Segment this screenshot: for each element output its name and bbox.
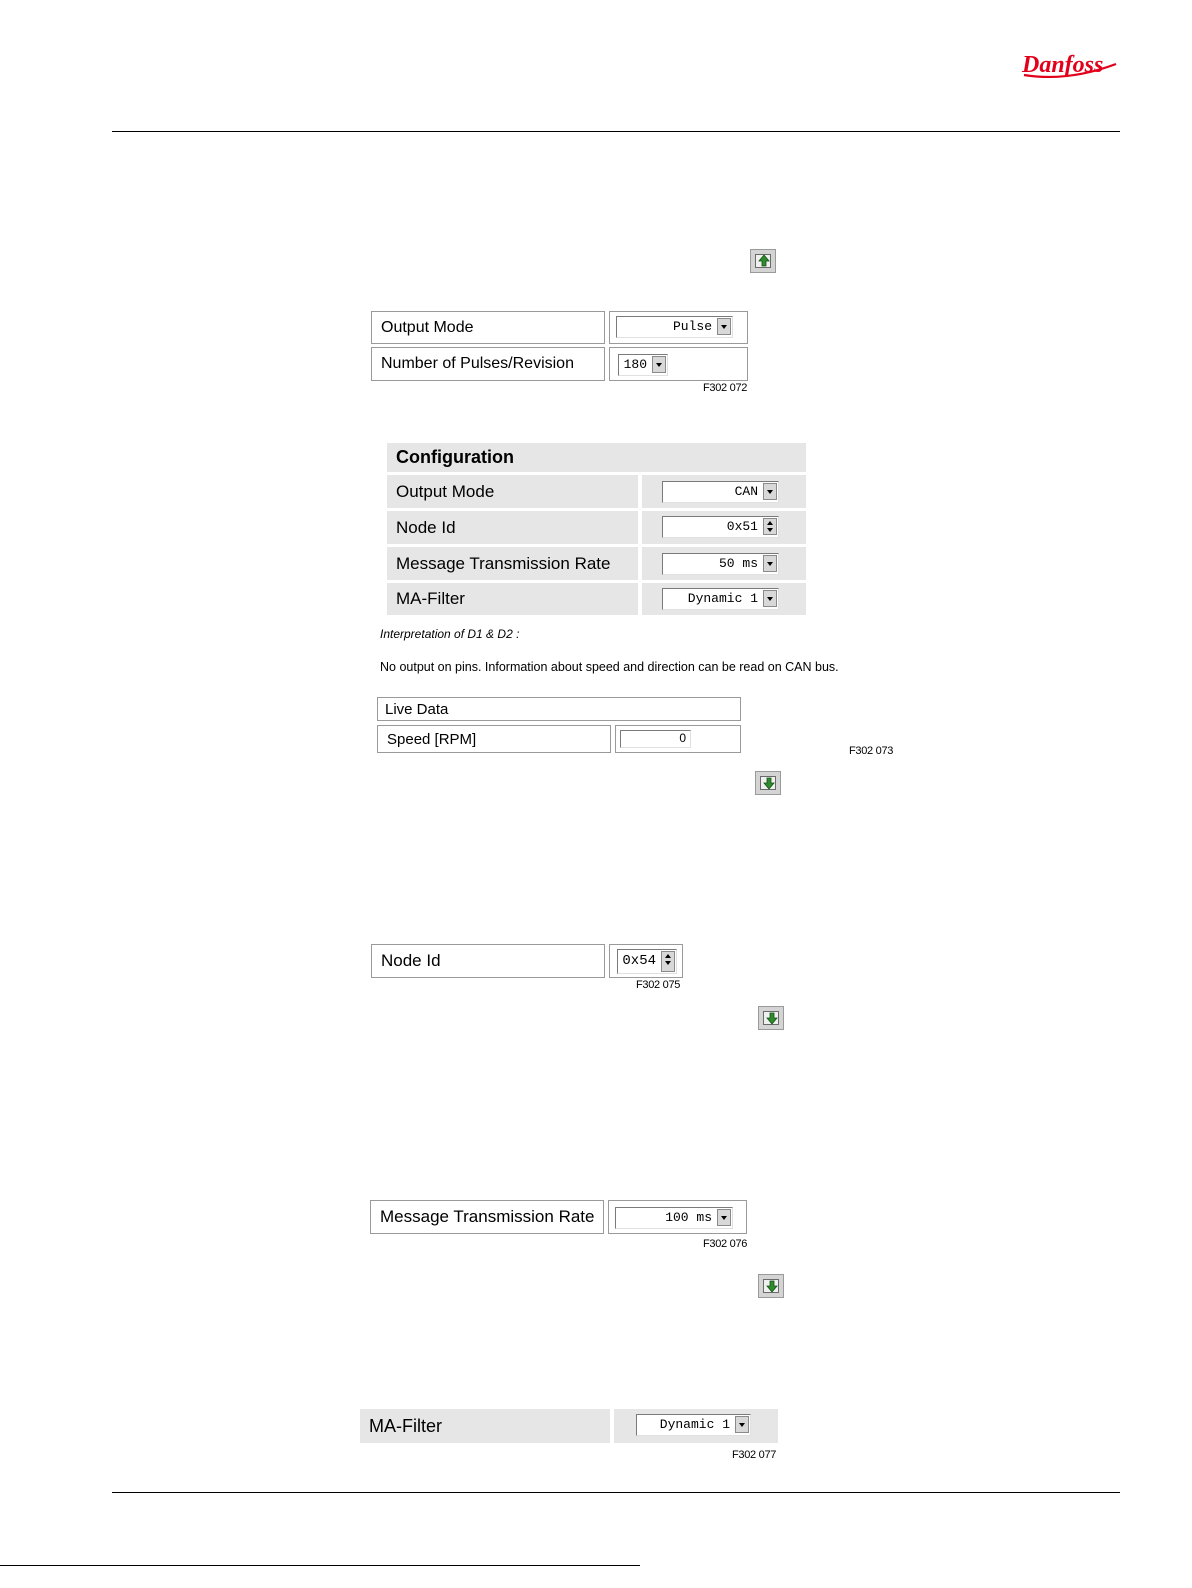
chevron-down-icon[interactable] — [763, 483, 777, 500]
chevron-down-icon[interactable] — [763, 590, 777, 607]
config-filter-select[interactable] — [662, 588, 779, 610]
config-row-label: MA-Filter — [387, 583, 638, 615]
speed-label: Speed [RPM] — [377, 725, 611, 753]
output-mode-label: Output Mode — [371, 311, 605, 344]
config-row-label: Node Id — [387, 511, 638, 544]
svg-text:Danfoss: Danfoss — [1022, 52, 1104, 78]
config-node-id-spinner[interactable] — [662, 516, 779, 538]
rate-label: Message Transmission Rate — [370, 1200, 604, 1234]
figure-id: F302 076 — [703, 1238, 748, 1250]
filter-select[interactable] — [636, 1414, 751, 1436]
down-arrow-icon — [760, 1275, 784, 1297]
output-mode-select[interactable] — [616, 316, 733, 338]
figure-id: F302 075 — [636, 979, 681, 991]
config-output-mode-value: CAN — [734, 484, 758, 499]
header-rule — [112, 131, 1120, 132]
down-arrow-icon — [757, 772, 781, 794]
node-id-label: Node Id — [371, 944, 605, 978]
filter-value: Dynamic 1 — [659, 1417, 730, 1432]
pulses-select[interactable] — [618, 354, 668, 376]
speed-value: 0 — [679, 731, 686, 745]
danfoss-logo — [1020, 42, 1120, 82]
scroll-down-button[interactable] — [758, 1274, 784, 1298]
node-id-value: 0x54 — [622, 953, 656, 969]
figure-id: F302 073 — [849, 745, 894, 757]
figure-id: F302 072 — [703, 382, 748, 394]
live-data-header: Live Data — [377, 697, 741, 721]
rate-select[interactable] — [615, 1207, 733, 1229]
filter-label: MA-Filter — [360, 1409, 610, 1443]
config-row-label: Output Mode — [387, 475, 638, 508]
config-rate-value: 50 ms — [718, 556, 758, 571]
spinner-icon[interactable] — [763, 518, 777, 535]
node-id-spinner[interactable] — [617, 949, 677, 974]
chevron-down-icon[interactable] — [763, 555, 777, 572]
config-header: Configuration — [387, 443, 806, 472]
spinner-icon[interactable] — [661, 951, 675, 972]
output-mode-value: Pulse — [672, 319, 712, 334]
config-rate-select[interactable] — [662, 553, 779, 575]
interpretation-text: No output on pins. Information about speed and direction can be read on CAN bus. — [380, 660, 839, 674]
chevron-down-icon[interactable] — [717, 318, 731, 335]
footnote-rule — [0, 1565, 640, 1566]
config-filter-value: Dynamic 1 — [687, 591, 758, 606]
pulses-label: Number of Pulses/Revision — [371, 347, 605, 381]
config-node-id-value: 0x51 — [726, 519, 758, 534]
rate-value: 100 ms — [665, 1210, 712, 1225]
scroll-down-button[interactable] — [755, 771, 781, 795]
down-arrow-icon — [760, 1007, 784, 1029]
chevron-down-icon[interactable] — [652, 356, 666, 373]
figure-id: F302 077 — [732, 1449, 777, 1461]
scroll-up-button[interactable] — [750, 249, 776, 273]
chevron-down-icon[interactable] — [735, 1416, 749, 1433]
up-arrow-icon — [752, 250, 776, 272]
config-row-label: Message Transmission Rate — [387, 547, 638, 580]
pulses-value: 180 — [623, 357, 647, 372]
config-output-mode-select[interactable] — [662, 481, 779, 503]
speed-readout — [620, 730, 691, 748]
scroll-down-button[interactable] — [758, 1006, 784, 1030]
interpretation-label: Interpretation of D1 & D2 : — [380, 627, 520, 641]
chevron-down-icon[interactable] — [717, 1209, 731, 1226]
footer-rule — [112, 1492, 1120, 1493]
